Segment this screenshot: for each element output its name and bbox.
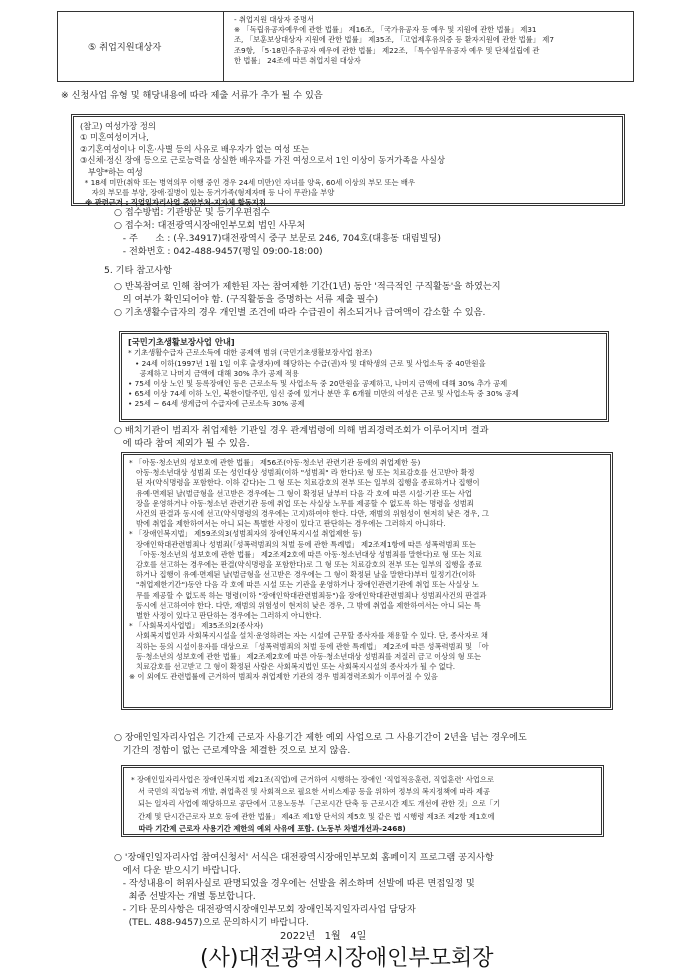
box-line: * 「아동·청소년의 성보호에 관한 법률」 제56조(아동·청소년 관련기관 등에의 취업제한 등) xyxy=(129,458,421,467)
box-line: 서 국민의 직업능력 개발, 취업촉진 및 사회적으로 필요한 서비스제공 등을 위하여 정부의 복지정책에 따라 제공 xyxy=(131,787,490,797)
note-line: ○ '장애인일자리사업 참여신청서' 서식은 대전광역시장애인부모회 홈페이지 프로그램 공지사항 xyxy=(114,852,494,863)
box-line: • 75세 이상 노인 및 등록장애인 등은 근로소득 및 사업소득 중 20만원을 공제하고, 나머지 금액에 대해 30% 추가 공제 xyxy=(128,379,508,389)
box-line: 치료감호를 선고받고 그 형이 확정된 사람은 사회복지법인 또는 사회복지시설의 종사자가 될 수 없다. xyxy=(129,662,456,672)
application-notes xyxy=(114,851,494,929)
box-line: 되는 일자리 사업에 해당하므로 공단에서 고용노동부 「근로시간 단축 등 근로시간 제도 개선에 관한 것」으로「기 xyxy=(131,799,501,809)
table-row-content xyxy=(234,15,554,66)
section-line: 의 여부가 확인되어야 함. (구직활동을 증명하는 서류 제출 필수) xyxy=(114,294,379,305)
box-line: 사건의 판결과 동시에 선고(약식명령의 경우에는 고지)하여야 한다. 다만, 재범의 위험성이 현저히 낮은 경우, 그 xyxy=(129,509,489,519)
info-line: - 전화번호 : 042-488-9457(평일 09:00-18:00) xyxy=(114,246,323,257)
content-line: 한 법률」 24조에 따른 취업지원 대상자 xyxy=(234,55,361,65)
info-line: ○ 접수방법: 기관방문 및 등기우편접수 xyxy=(114,207,270,218)
box-line: 공제하고 나머지 금액에 대해 30% 추가 공제 적용 xyxy=(128,368,299,378)
box-line: 직하는 등의 시설이용자를 대상으로 「성폭력범죄의 처벌 등에 관한 특례법」 제2조에 따른 성폭력범죄 및 「아 xyxy=(129,641,489,651)
box-line: ※ 이 외에도 관련법률에 근거하여 범죄자 취업제한 기관의 경우 범죄경력조회가 이루어질 수 있음 xyxy=(129,672,438,682)
box-line: 장을 운영하거나 아동·청소년 관련기관 등에 취업 또는 사실상 노무를 제공할 수 없도록 하는 명령을 성범죄 xyxy=(129,498,474,508)
box-line: * 18세 미만(취학 또는 병역의무 이행 중인 경우 24세 미만)인 자녀를 양육, 60세 이상의 부모 또는 배우 xyxy=(80,178,416,188)
box-line: "취업제한기간")동안 다음 각 호에 따른 시설 또는 기관을 운영하거나 장애인관련기관에 취업 또는 사실상 노 xyxy=(129,580,479,590)
box-line: ②기혼여성이나 이혼·사별 등의 사유로 배우자가 없는 여성 또는 xyxy=(80,143,309,154)
box-line: • 25세 ~ 64세 생계급여 수급자에 근로소득 30% 공제 xyxy=(128,399,305,409)
box-line: * 기초생활수급자 근로소득에 대한 공제액 범위 (국민기초생활보장사업 참조) xyxy=(128,348,373,358)
box-title: (참고) 여성가장 정의 xyxy=(80,121,156,131)
box-line: * 장애인일자리사업은 장애인복지법 제21조(직업)에 근거하여 시행하는 장애인 '직업적응훈련, 직업훈련' 사업으로 xyxy=(131,775,495,784)
content-line: ※ 「독립유공자예우에 관한 법률」 제16조, 「국가유공자 등 예우 및 지원에 관한 법률」 제31 xyxy=(234,25,537,35)
box-line: ① 미혼여성이거나, xyxy=(80,132,149,143)
box-line: 부양*하는 여성 xyxy=(80,166,143,177)
box-line: 따라 기간제 근로자 사용기간 제한의 예외 사유에 포함. (노동부 차별개선과-2468) xyxy=(131,823,406,833)
section-line: ○ 기초생활수급자의 경우 개인별 조건에 따라 수급권이 취소되거나 급여액이 감소할 수 있음. xyxy=(114,307,486,318)
box-line: 사회복지법인과 사회복지시설을 설치·운영하려는 자는 시설에 근무할 종사자를 채용할 수 있다. 단, 종사자로 채 xyxy=(129,631,488,641)
box-line: 자의 부모를 부양, 장애·질병이 있는 동거가족(형제자매 등 나이 무관)을 부양 xyxy=(80,188,335,198)
box-line: 감호를 선고하는 경우에는 판결(약식명령을 포함한다)로 그 형 또는 치료감호의 전부 또는 일부의 집행을 종료 xyxy=(129,560,482,570)
note-line: - 기타 문의사항은 대전광역시장애인부모회 장애인복지일자리사업 담당자 xyxy=(114,904,416,915)
note-line: - 작성내용이 허위사실로 판명되었을 경우에는 선발을 취소하며 선발에 따른 면접일정 및 xyxy=(114,878,475,889)
eligibility-table xyxy=(57,11,634,82)
section-body xyxy=(114,280,501,319)
section-line: ○ 반복참여로 인해 참여가 제한된 자는 참여제한 기간(1년) 동안 '적극적인 구직활동'을 하였는지 xyxy=(114,281,501,292)
document-date: 2022년 1월 4일 xyxy=(280,931,367,942)
women-definition-box xyxy=(71,114,625,206)
box-line: 간제 및 단시간근로자 보호 등에 관한 법률」 제4조 제1항 단서의 제5호 및 같은 법 시행령 제3조 제2항 제1호에 xyxy=(131,811,495,821)
info-line: ○ 접수처: 대전광역시장애인부모회 법인 사무처 xyxy=(114,220,306,231)
organization-name: (사)대전광역시장애인부모회장 xyxy=(200,946,494,971)
box-line: ※ 관련근거 : 직업일자리사업 중앙부처-지자체 합동지침 xyxy=(80,198,266,208)
note-line: (TEL. 488-9457)으로 문의하시기 바랍니다. xyxy=(114,917,309,928)
box-line: 된 자(약식명령을 포함한다. 이하 같다)는 그 형 또는 치료감호의 전부 또는 일부의 집행을 종료하거나 집행이 xyxy=(129,478,480,488)
basic-livelihood-box xyxy=(119,331,609,422)
intro-line: 에 따라 참여 제외가 될 수 있음. xyxy=(114,438,250,449)
box-line: 동·청소년의 성보호에 관한 법률」 제2조제2호에 따른 아동·청소년대상 성범죄를 저질러 금고 이상의 형 또는 xyxy=(129,651,482,661)
box-line: 장애인학대관련범죄나 성범죄(「성폭력범죄의 처벌 등에 관한 특례법」 제2조제1항에 따른 성폭력범죄 또는 xyxy=(129,539,476,549)
box-line: • 65세 이상 74세 이하 노인, 북한이탈주민, 임신 중에 있거나 분만 후 6개월 미만의 여성은 근로 및 사업소득 중 30% 공제 xyxy=(128,389,519,399)
document-note: ※ 신청사업 유형 및 해당내용에 따라 제출 서류가 추가 될 수 있음 xyxy=(61,90,323,101)
box-title: [국민기초생활보장사업 안내] xyxy=(128,337,235,347)
box-line: 「아동·청소년의 성보호에 관한 법률」 제2조제2호에 따른 아동·청소년대상 성범죄를 말한다)로 형 또는 치료 xyxy=(129,549,482,559)
box-line: 무를 제공할 수 없도록 하는 명령(이하 "장애인학대관련범죄등")을 장애인학대관련범죄나 성범죄사건의 판결과 xyxy=(129,590,487,600)
employment-restriction-box xyxy=(121,452,613,710)
box-line: • 24세 이하(1997년 1월 1일 이후 출생자)에 해당하는 수급(권)자 및 대학생의 근로 및 사업소득 중 40만원을 xyxy=(128,358,486,368)
content-line: 조9항, 「5·18민주유공자 예우에 관한 법률」 제22조, 「특수임무유공자 예우 및 단체설립에 관 xyxy=(234,45,540,55)
content-line: - 취업지원 대상자 증명서 xyxy=(234,15,315,24)
box-line: 하거나 집행이 유예·면제된 날(벌금형을 선고받은 경우에는 그 형이 확정된 날을 말한다)부터 일정기간(이하 xyxy=(129,570,476,580)
box-line: 동시에 선고하여야 한다. 다만, 재범의 위험성이 현저히 낮은 경우, 그 밖에 취업을 제한하여서는 아니 되는 특 xyxy=(129,600,481,610)
intro-line: ○ 배치기관이 범죄자 취업제한 기관일 경우 관계법령에 의해 범죄경력조회가 이루어지며 결과 xyxy=(114,425,489,436)
box-line: 밖에 취업을 제한하여서는 아니 되는 특별한 사정이 있다고 판단하는 경우에는 그러하지 아니하다. xyxy=(129,519,446,529)
section-heading: 5. 기타 참고사항 xyxy=(104,265,172,276)
reception-info xyxy=(114,206,441,258)
box-line: ③신체·정신 장애 등으로 근로능력을 상실한 배우자를 가진 여성으로서 1인 이상이 동거가족을 사실상 xyxy=(80,155,445,166)
box-line: 아동·청소년대상 성범죄 또는 성인대상 성범죄(이하 "성범죄" 라 한다)로 형 또는 치료감호를 선고받아 확정 xyxy=(129,468,475,478)
crime-intro xyxy=(114,424,488,450)
box-line: * 「사회복지사업법」 제35조의2(종사자) xyxy=(129,621,264,631)
note-line: 최종 선발자는 개별 통보합니다. xyxy=(114,891,256,902)
content-line: 조, 「보훈보상대상자 지원에 관한 법률」 제35조, 「고엽제후유의증 등 환자지원에 관한 법률」 제7 xyxy=(234,35,554,45)
box-line: 별한 사정이 있다고 판단하는 경우에는 그러하지 아니한다. xyxy=(129,611,322,621)
info-line: - 주 소 : (우.34917)대전광역시 중구 보문로 246, 704호(대흥동 대림빌딩) xyxy=(114,233,441,244)
disabled-intro xyxy=(114,731,527,757)
intro-line: ○ 장애인일자리사업은 기간제 근로자 사용기간 제한 예외 사업으로 그 사용기간이 2년을 넘는 경우에도 xyxy=(114,732,527,743)
box-line: * 「장애인복지법」 제59조의3(성범죄자의 장애인복지시설 취업제한 등) xyxy=(129,529,362,539)
fixed-term-exception-box xyxy=(121,765,604,837)
box-line: 유예·면제된 날(벌금형을 선고받은 경우에는 그 형이 확정된 날부터 다음 각 호에 따른 시설·기관 또는 사업 xyxy=(129,488,472,498)
table-row-label: ⑤ 취업지원대상자 xyxy=(88,42,162,53)
table-divider xyxy=(223,12,224,81)
note-line: 에서 다운 받으시기 바랍니다. xyxy=(114,865,241,876)
intro-line: 기간의 정함이 없는 근로계약을 체결한 것으로 보지 않음. xyxy=(114,745,351,756)
